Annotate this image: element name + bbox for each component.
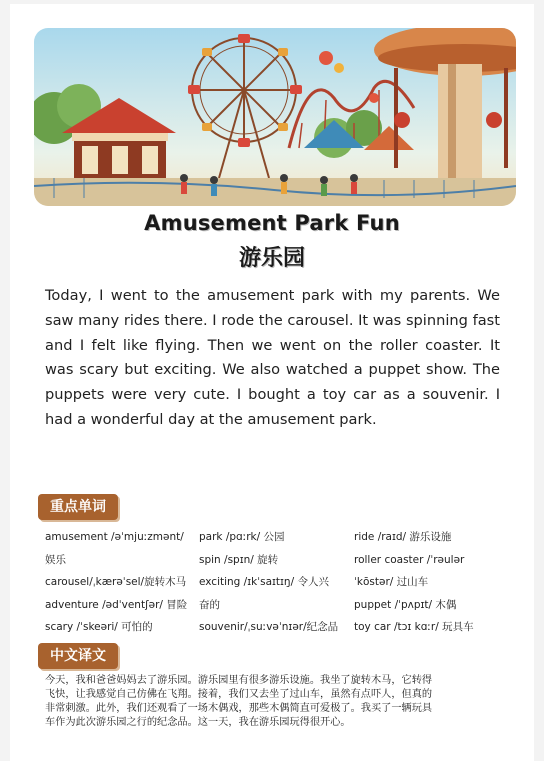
vocab-entry: spin /spɪn/ 旋转 xyxy=(199,553,279,566)
vocab-entry: amusement /əˈmjuːzmənt/ xyxy=(45,531,184,543)
vocab-entry: carousel/ˌkærəˈsel/旋转木马 xyxy=(45,576,187,588)
vocab-entry: exciting /ɪkˈsaɪtɪŋ/ 令人兴 xyxy=(199,576,329,588)
translation-paragraph: 今天，我和爸爸妈妈去了游乐园。游乐园里有很多游乐设施。我坐了旋转木马，它转得飞快，让我感觉自己仿佛在飞翔。接着，我们又去坐了过山车，虽然有点吓人，但真的非常刺激。此外，我们还观看了一场木偶戏，那些木偶简直可爱极了。我买了一辆玩具车作为此次游乐园之行的纪念品。这一天，我在游乐园玩得很开心。 xyxy=(45,675,433,728)
translation-heading-badge: 中文译文 xyxy=(38,643,118,669)
vocab-entry: 娱乐 xyxy=(45,553,66,566)
vocab-entry: adventure /ədˈventʃər/ 冒险 xyxy=(45,598,188,611)
vocab-entry: roller coaster /ˈrəulər xyxy=(354,553,465,566)
vocab-entry: ˈkōstər/ 过山车 xyxy=(354,576,429,588)
vocab-entry: ride /raɪd/ 游乐设施 xyxy=(354,531,452,543)
vocab-column-1 xyxy=(45,528,187,641)
vocab-entry: scary /ˈskeəri/ 可怕的 xyxy=(45,621,153,633)
vocab-column-3 xyxy=(354,528,474,641)
vocab-heading-badge: 重点单词 xyxy=(38,494,118,520)
vocab-entry: souvenir/ˌsuːvəˈnɪər/纪念品 xyxy=(199,621,339,633)
vocab-entry: 奋的 xyxy=(199,598,220,611)
vocab-entry: park /pɑːrk/ 公园 xyxy=(199,531,285,543)
vocab-entry: toy car /tɔɪ kɑːr/ 玩具车 xyxy=(354,621,474,633)
vocab-column-2 xyxy=(199,528,338,641)
vocab-entry: puppet /ˈpʌpɪt/ 木偶 xyxy=(354,598,457,611)
page-title-english: Amusement Park Fun xyxy=(144,211,400,235)
amusement-park-illustration xyxy=(34,28,516,206)
page-title-chinese: 游乐园 xyxy=(238,246,305,271)
story-paragraph: Today, I went to the amusement park with my parents. We saw many rides there. I rode the carousel. It was spinning fast and I felt like flying. Then we went on the roller coaster. It was scary but exciting. We also watched a puppet show. The puppets were very cute. I bought a toy car as a souvenir. I had a wonderful day at the amusement park. xyxy=(45,287,500,428)
